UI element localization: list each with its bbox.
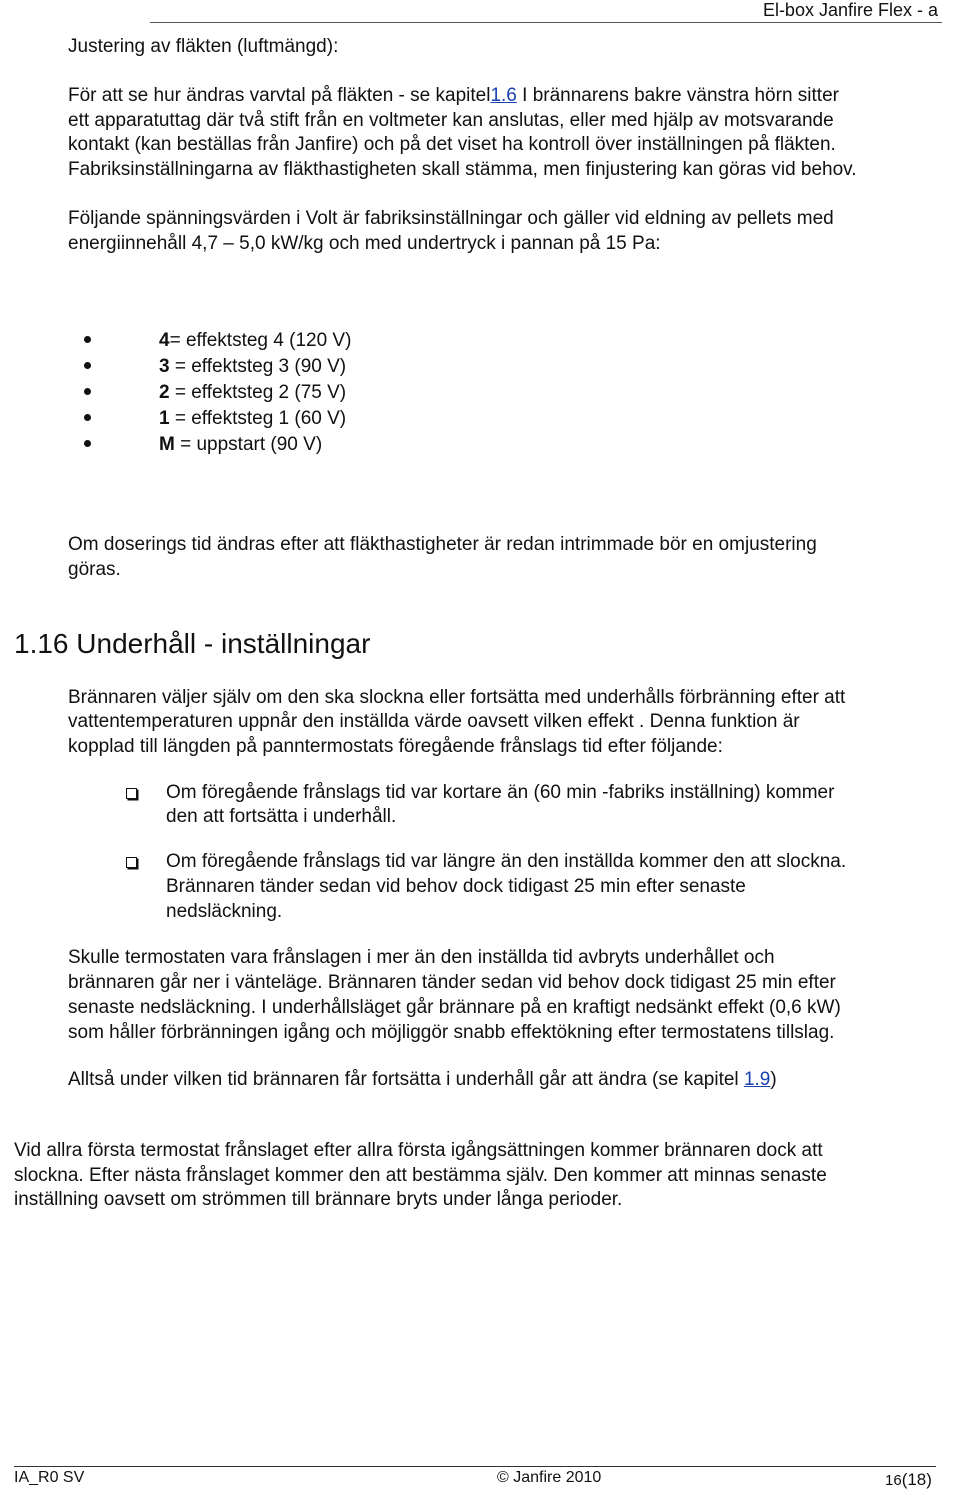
paragraph-line: kontakt (kan beställas från Janfire) och på det viset ha kontroll över inställningen på fläkten.: [68, 134, 836, 155]
list-item: Om föregående frånslags tid var längre än den inställda kommer den att slockna.: [166, 851, 847, 872]
bullet-icon: [84, 440, 91, 447]
checkbox-icon: [126, 857, 137, 868]
footer-copyright: © Janfire 2010: [497, 1469, 602, 1486]
paragraph-line: Skulle termostaten vara frånslagen i mer än den inställda tid avbryts underhållet och: [68, 947, 775, 968]
section-heading-fan: Justering av fläkten (luftmängd):: [68, 36, 339, 57]
chapter-link-1-9[interactable]: 1.9: [743, 1069, 771, 1090]
bullet-icon: [84, 388, 91, 395]
list-item: 3 = effektsteg 3 (90 V): [159, 356, 347, 377]
paragraph-line: ett apparatuttag där två stift från en voltmeter kan anslutas, eller med hjälp av motsvarande: [68, 110, 834, 131]
paragraph-line: göras.: [68, 559, 121, 580]
paragraph-line: Om doserings tid ändras efter att fläkthastigheter är redan intrimmade bör en omjustering: [68, 534, 817, 555]
list-item: 1 = effektsteg 1 (60 V): [159, 408, 347, 429]
list-item: den att fortsätta i underhåll.: [166, 806, 397, 827]
paragraph-line: vattentemperaturen uppnår den inställda värde oavsett vilken effekt . Denna funktion är: [68, 711, 800, 732]
list-item: nedsläckning.: [166, 901, 283, 922]
paragraph-line: som håller förbränningen igång och möjliggör snabb effektökning efter termostatens tillslag.: [68, 1022, 835, 1043]
paragraph-line: inställning oavsett om strömmen till brännare bryts under långa perioder.: [14, 1189, 623, 1210]
paragraph-line: Alltså under vilken tid brännaren får fortsätta i underhåll går att ändra (se kapitel 1.9): [68, 1069, 777, 1090]
paragraph-line: brännaren går ner i vänteläge. Brännaren tänder sedan vid behov dock tidigast 25 min efter: [68, 972, 836, 993]
list-item: M = uppstart (90 V): [159, 434, 323, 455]
paragraph-line: Vid allra första termostat frånslaget efter allra första igångsättningen kommer brännaren dock att: [14, 1140, 823, 1161]
header-divider: [150, 22, 942, 23]
footer-doc-code: IA_R0 SV: [14, 1469, 85, 1486]
paragraph-line: kopplad till längden på panntermostats föregående frånslags tid efter följande:: [68, 736, 723, 757]
section-heading-maintenance: 1.16 Underhåll - inställningar: [14, 628, 371, 659]
paragraph-line: Följande spänningsvärden i Volt är fabriksinställningar och gäller vid eldning av pellets med: [68, 208, 834, 229]
paragraph-line: För att se hur ändras varvtal på fläkten - se kapitel1.6 I brännarens bakre vänstra hörn sitter: [68, 85, 839, 106]
paragraph-line: slockna. Efter nästa frånslaget kommer den att bestämma själv. Den kommer att minnas senaste: [14, 1165, 827, 1186]
paragraph-line: Fabriksinställningarna av fläkthastigheten skall stämma, men finjustering kan göras vid behov.: [68, 159, 857, 180]
list-item: Om föregående frånslags tid var kortare än (60 min -fabriks inställning) kommer: [166, 782, 835, 803]
list-item: Brännaren tänder sedan vid behov dock tidigast 25 min efter senaste: [166, 876, 746, 897]
bullet-icon: [84, 362, 91, 369]
list-item: 4= effektsteg 4 (120 V): [159, 330, 352, 351]
footer-page-number: 16(18): [885, 1470, 932, 1489]
footer-divider: [14, 1466, 936, 1467]
chapter-link-1-6[interactable]: 1.6: [490, 85, 517, 106]
checkbox-icon: [126, 788, 137, 799]
paragraph-line: senaste nedsläckning. I underhållsläget går brännare på en kraftigt nedsänkt effekt (0,6 kW): [68, 997, 841, 1018]
paragraph-line: Brännaren väljer själv om den ska slockna eller fortsätta med underhålls förbränning efter att: [68, 687, 846, 708]
paragraph-line: energiinnehåll 4,7 – 5,0 kW/kg och med undertryck i pannan på 15 Pa:: [68, 233, 661, 254]
bullet-icon: [84, 336, 91, 343]
bullet-icon: [84, 414, 91, 421]
list-item: 2 = effektsteg 2 (75 V): [159, 382, 347, 403]
document-title: El-box Janfire Flex - a: [762, 0, 938, 20]
